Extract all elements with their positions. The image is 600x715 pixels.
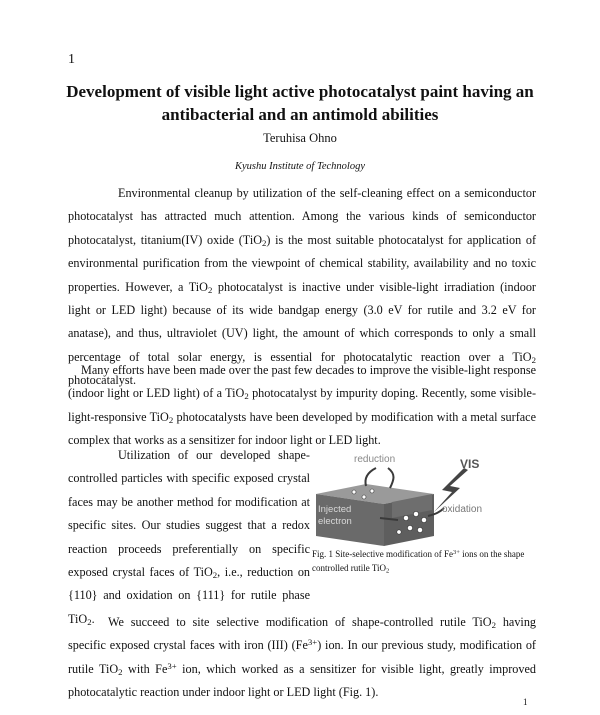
p4-text-e: ion, which worked as a sensitizer for visible light, greatly improved photocatalytic reaction under indoor light or LED light (Fig. 1). [68,661,536,700]
p3-text-b: , i.e., reduction on {110} and oxidation on {111} for rutile phase TiO [68,565,311,626]
fe-ion [407,525,412,530]
p4-sub-1: 2 [491,619,496,630]
p4-text-d: with Fe [122,661,168,676]
caption-sub-1: 2 [386,567,390,575]
p3-text-c: . [91,611,95,626]
p4-text-b: having specific exposed crystal faces with iron (III) (Fe [68,615,537,653]
caption-sup-1: 3+ [452,549,460,557]
label-reduction: reduction [354,454,396,465]
paper-title [40,80,560,126]
p4-sup-1: 3+ [307,637,318,648]
p3-sub-1: 2 [212,569,218,580]
p3-sub-2: 2 [87,616,92,627]
reduction-arrow [365,468,376,486]
p1-sub-3: 2 [531,354,536,365]
p1-sub-1: 2 [262,237,267,248]
title-line-1: Development of visible light active photocatalyst paint having an [66,82,534,101]
paragraph-4 [68,611,536,705]
affiliation: Kyushu Institute of Technology [235,161,365,172]
label-oxidation: oxidation [442,504,483,515]
author: Teruhisa Ohno [263,131,337,145]
section-number: 1 [68,52,75,67]
p1-text-d: photocatalyst. [68,373,137,388]
p2-sub-2: 2 [168,414,174,425]
page-number: 1 [523,697,528,707]
fe-ion [362,495,366,499]
p4-sup-2: 3+ [167,660,177,671]
title-line-2: antibacterial and an antimold abilities [161,105,439,124]
fe-ion [370,489,374,493]
paragraph-3 [68,444,310,631]
p1-text-c: photocatalyst is inactive under visible-light irradiation (indoor light or LED light) because of its wide bandgap energy (3.0 eV for rutile and 3.2 eV for anatase), and thus, ultraviolet (UV) light, the amount of which corresponds to only a small percentage of total solar energy, is essential for photocatalytic reaction over a TiO [68,279,536,364]
reduction-arrow-down [388,468,394,488]
fe-ion [352,490,356,494]
label-injected: Injected [318,504,352,515]
p2-sub-1: 2 [244,391,249,402]
p1-text-b: ) is the most suitable photocatalyst for application of environmental purification from the viewpoint of chemical stability, availability and no toxic properties. However, a TiO [68,232,537,294]
label-vis: VIS [460,457,480,471]
caption-text-b: ions on the shape controlled rutile TiO [312,549,525,573]
p2-text-b: photocatalyst by impurity doping. Recently, some visible-light-responsive TiO [68,386,536,424]
paragraph-2 [68,359,536,453]
fe-ion [421,517,426,522]
fe-ion [403,515,408,520]
p1-sub-2: 2 [207,284,213,295]
p2-text-a: Many efforts have been made over the past few decades to improve the visible-light response (indoor light or LED light) of a TiO [68,363,536,401]
label-electron: electron [318,516,352,527]
figure-caption [312,547,530,575]
caption-text-a: Fig. 1 Site-selective modification of Fe [312,549,453,559]
p4-sub-2: 2 [118,666,123,677]
fe-ion [397,530,401,534]
p4-text-c: ) ion. In our previous study, modification of rutile TiO [68,638,536,676]
p1-text-a: Environmental cleanup by utilization of the self-cleaning effect on a semiconductor photocatalyst has attracted much attention. Among the various kinds of semiconductor photocatalyst, titanium(IV) oxide (TiO [68,186,536,247]
fe-ion [417,527,422,532]
p2-text-c: photocatalysts have been developed by modification with a metal surface complex that works as a sensitizer for indoor light or LED light. [68,409,536,448]
p3-text-a: Utilization of our developed shape-controlled particles with specific exposed crystal faces may be another method for modification at specific sites. Our studies suggest that a redox reaction proceeds preferentially on specific exposed crystal faces of TiO [68,448,310,580]
p4-text-a: We succeed to site selective modification of shape-controlled rutile TiO [108,615,492,629]
fe-ion [413,511,418,516]
